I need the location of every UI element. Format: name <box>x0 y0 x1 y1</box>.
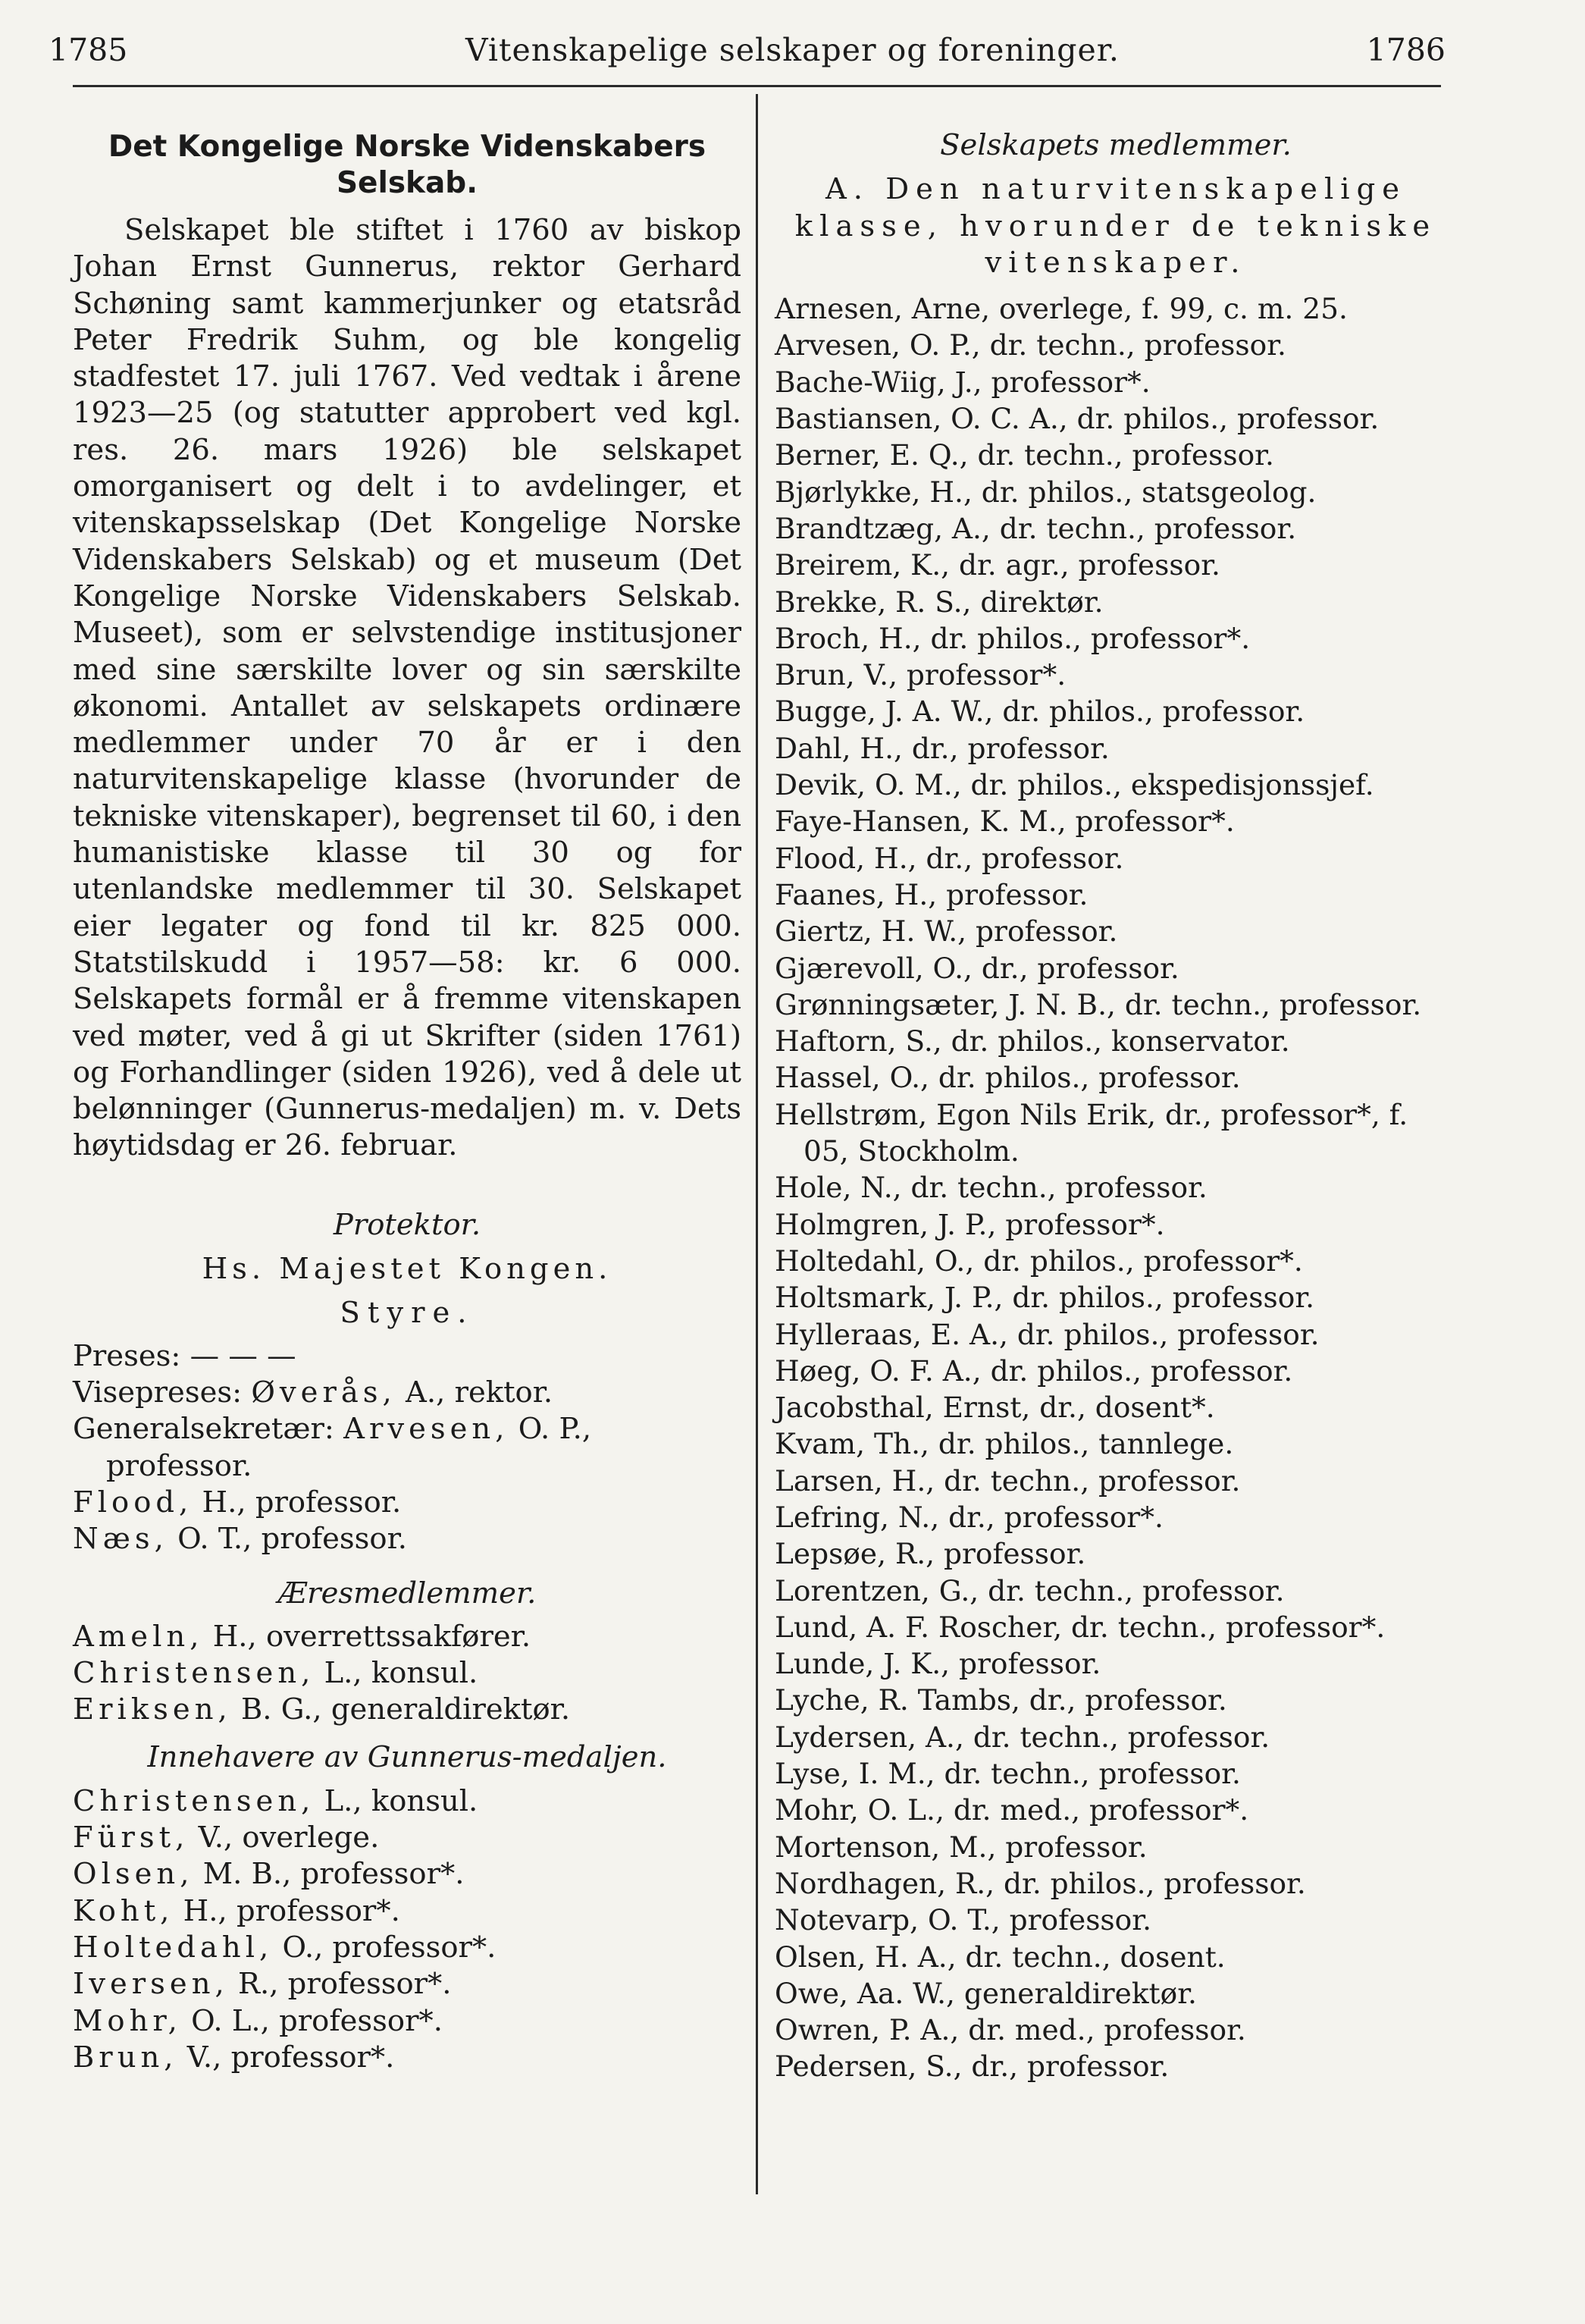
person-name: Eriksen, <box>73 1692 232 1727</box>
page-number-right: 1786 <box>1366 32 1446 68</box>
board-list <box>73 1338 741 1558</box>
person-details: L., konsul. <box>324 1655 478 1690</box>
left-column <box>73 129 741 2076</box>
person-name: Christensen, <box>73 1783 315 1818</box>
honorary-member <box>73 1619 741 1655</box>
member-entry: Lyse, I. M., dr. techn., professor. <box>775 1757 1241 1791</box>
member-entry: Lyche, R. Tambs, dr., professor. <box>775 1683 1227 1717</box>
member-entry: Flood, H., dr., professor. <box>775 841 1124 875</box>
member-entry: Bugge, J. A. W., dr. philos., professor. <box>775 695 1305 729</box>
medal-holder <box>73 1856 741 1893</box>
member-entry: Bastiansen, O. C. A., dr. philos., professor. <box>775 402 1380 436</box>
member-entry: Berner, E. Q., dr. techn., professor. <box>775 438 1274 472</box>
member-entry: Brandtzæg, A., dr. techn., professor. <box>775 511 1297 545</box>
medal-holder <box>73 1783 741 1820</box>
medal-holder <box>73 2040 741 2076</box>
member-entry: Dahl, H., dr., professor. <box>775 731 1110 765</box>
medal-list <box>73 1783 741 2076</box>
member-entry: Holtsmark, J. P., dr. philos., professor. <box>775 1281 1315 1315</box>
person-name: Ameln, <box>73 1619 204 1654</box>
person-name: Brun, <box>73 2040 178 2075</box>
member-entry: Lund, A. F. Roscher, dr. techn., professor*. <box>775 1610 1386 1644</box>
member-entry: Holtedahl, O., dr. philos., professor*. <box>775 1244 1303 1278</box>
right-column <box>775 127 1457 2085</box>
board-member <box>73 1521 741 1557</box>
member-entry: Owe, Aa. W., generaldirektør. <box>775 1976 1197 2010</box>
person-details: H., professor. <box>202 1485 402 1520</box>
member-entry: Høeg, O. F. A., dr. philos., professor. <box>775 1353 1293 1388</box>
person-name: Koht, <box>73 1893 174 1928</box>
honorary-heading: Æresmedlemmer. <box>277 1576 537 1611</box>
member-entry: Arnesen, Arne, overlege, f. 99, c. m. 25. <box>775 292 1348 326</box>
person-details: O. P., professor. <box>106 1412 592 1483</box>
page-number-left: 1785 <box>49 32 128 68</box>
member-entry: Lepsøe, R., professor. <box>775 1537 1086 1571</box>
medal-holder <box>73 1966 741 2003</box>
column-divider <box>756 94 758 2194</box>
board-member <box>73 1485 741 1521</box>
role-label: Preses: <box>73 1338 181 1373</box>
member-entry: Holmgren, J. P., professor*. <box>775 1207 1165 1241</box>
member-entry: Bjørlykke, H., dr. philos., statsgeolog. <box>775 475 1317 509</box>
members-list <box>775 290 1457 2085</box>
member-entry: Faanes, H., professor. <box>775 877 1089 911</box>
member-entry: Nordhagen, R., dr. philos., professor. <box>775 1866 1306 1900</box>
person-details: B. G., generaldirektør. <box>240 1692 571 1727</box>
member-entry: Mortenson, M., professor. <box>775 1830 1148 1864</box>
member-entry: Grønningsæter, J. N. B., dr. techn., professor. <box>775 987 1422 1021</box>
person-details: O. L., professor*. <box>191 2003 443 2038</box>
person-name: Øverås, <box>251 1375 396 1410</box>
medal-holder <box>73 1893 741 1930</box>
person-details: L., konsul. <box>324 1783 478 1818</box>
person-details: V., overlege. <box>198 1821 380 1855</box>
protektor-heading: Protektor. <box>333 1207 481 1242</box>
class-heading: A. Den naturvitenskapelige klasse, hvorunder de tekniske vitenskaper. <box>794 172 1437 280</box>
person-details: H., professor*. <box>183 1893 400 1928</box>
member-entry: Haftorn, S., dr. philos., konservator. <box>775 1024 1290 1059</box>
member-entry: Olsen, H. A., dr. techn., dosent. <box>775 1940 1226 1974</box>
member-entry: Hassel, O., dr. philos., professor. <box>775 1061 1241 1095</box>
person-details: O. T., professor. <box>177 1522 408 1557</box>
member-entry: Arvesen, O. P., dr. techn., professor. <box>775 328 1286 362</box>
medal-heading: Innehavere av Gunnerus-medaljen. <box>147 1739 667 1774</box>
member-entry: Lydersen, A., dr. techn., professor. <box>775 1720 1270 1754</box>
member-entry: Breirem, K., dr. agr., professor. <box>775 548 1220 582</box>
member-entry: Hellstrøm, Egon Nils Erik, dr., professor*, f. 05, Stockholm. <box>775 1097 1408 1168</box>
member-entry: Brekke, R. S., direktør. <box>775 585 1104 619</box>
member-entry: Faye-Hansen, K. M., professor*. <box>775 804 1235 839</box>
member-entry: Notevarp, O. T., professor. <box>775 1903 1151 1937</box>
header-rule <box>73 85 1441 87</box>
person-details: M. B., professor*. <box>202 1857 465 1892</box>
person-details: A., rektor. <box>406 1375 553 1410</box>
member-entry: Larsen, H., dr. techn., professor. <box>775 1463 1241 1498</box>
page-header <box>0 32 1585 77</box>
person-name: Arvesen, <box>343 1412 509 1447</box>
member-entry: Lorentzen, G., dr. techn., professor. <box>775 1573 1285 1607</box>
board-member <box>73 1411 741 1485</box>
society-title-line1: Det Kongelige Norske Videnskabers <box>108 130 706 164</box>
member-entry: Kvam, Th., dr. philos., tannlege. <box>775 1427 1234 1461</box>
society-description: Selskapet ble stiftet i 1760 av biskop Johan Ernst Gunnerus, rektor Gerhard Schøning samt kammerjunker og etatsråd Peter Fredrik Suhm, og ble kongelig stadfestet 17. juli 1767. Ved vedtak i årene 1923—25 (og statutter approbert ved kgl. res. 26. mars 1926) ble selskapet omorganisert og delt i to avdelinger, et vitenskapsselskap (Det Kongelige Norske Videnskabers Selskab) og et museum (Det Kongelige Norske Videnskabers Selskab. Museet), som er selvstendige institusjoner med sine særskilte lover og sin særskilte økonomi. Antallet av selskapets ordinære medlemmer under 70 år er i den naturvitenskapelige klasse (hvorunder de tekniske vitenskaper), begrenset til 60, i den humanistiske klasse til 30 og for utenlandske medlemmer til 30. Selskapet eier legater og fond til kr. 825 000. Statstilskudd i 1957—58: kr. 6 000. Selskapets formål er å fremme vitenskapen ved møter, ved å gi ut Skrifter (siden 1761) og Forhandlinger (siden 1926), ved å dele ut belønninger (Gunnerus-medaljen) m. v. Dets høytidsdag er 26. februar. <box>73 213 741 1163</box>
board-member <box>73 1338 741 1375</box>
member-entry: Hole, N., dr. techn., professor. <box>775 1171 1208 1205</box>
honorary-member <box>73 1655 741 1692</box>
members-heading: Selskapets medlemmer. <box>940 128 1292 162</box>
medal-holder <box>73 1930 741 1966</box>
board-member <box>73 1375 741 1411</box>
running-title: Vitenskapelige selskaper og foreninger. <box>465 32 1120 68</box>
member-entry: Pedersen, S., dr., professor. <box>775 2050 1170 2084</box>
member-entry: Brun, V., professor*. <box>775 658 1067 692</box>
person-details: O., professor*. <box>282 1930 496 1965</box>
society-title <box>73 129 741 202</box>
member-entry: Owren, P. A., dr. med., professor. <box>775 2013 1246 2047</box>
member-entry: Giertz, H. W., professor. <box>775 914 1118 949</box>
member-entry: Broch, H., dr. philos., professor*. <box>775 621 1251 655</box>
medal-holder <box>73 2003 741 2040</box>
member-entry: Lunde, J. K., professor. <box>775 1647 1101 1681</box>
person-details: V., professor*. <box>186 2040 395 2075</box>
member-entry: Mohr, O. L., dr. med., professor*. <box>775 1793 1249 1827</box>
person-name: Christensen, <box>73 1655 315 1690</box>
person-name: Iversen, <box>73 1967 229 2002</box>
society-title-line2: Selskab. <box>336 166 478 200</box>
person-details: — — — <box>190 1338 296 1373</box>
styre-heading: Styre. <box>340 1296 475 1331</box>
medal-holder <box>73 1820 741 1856</box>
member-entry: Bache-Wiig, J., professor*. <box>775 365 1151 399</box>
member-entry: Devik, O. M., dr. philos., ekspedisjonssjef. <box>775 768 1374 802</box>
honorary-member <box>73 1692 741 1728</box>
member-entry: Jacobsthal, Ernst, dr., dosent*. <box>775 1391 1215 1425</box>
person-name: Fürst, <box>73 1821 190 1855</box>
person-details: H., overrettssakfører. <box>212 1619 531 1654</box>
person-name: Flood, <box>73 1485 193 1520</box>
member-entry: Hylleraas, E. A., dr. philos., professor. <box>775 1317 1320 1351</box>
member-entry: Gjærevoll, O., dr., professor. <box>775 951 1179 985</box>
role-label: Visepreses: <box>73 1375 243 1410</box>
person-name: Mohr, <box>73 2003 182 2038</box>
protektor-name: Hs. Majestet Kongen. <box>202 1252 612 1287</box>
role-label: Generalsekretær: <box>73 1412 334 1447</box>
person-name: Olsen, <box>73 1857 194 1892</box>
person-name: Næs, <box>73 1522 168 1557</box>
person-details: R., professor*. <box>237 1967 452 2002</box>
member-entry: Lefring, N., dr., professor*. <box>775 1500 1164 1534</box>
person-name: Holtedahl, <box>73 1930 274 1965</box>
honorary-list <box>73 1619 741 1729</box>
